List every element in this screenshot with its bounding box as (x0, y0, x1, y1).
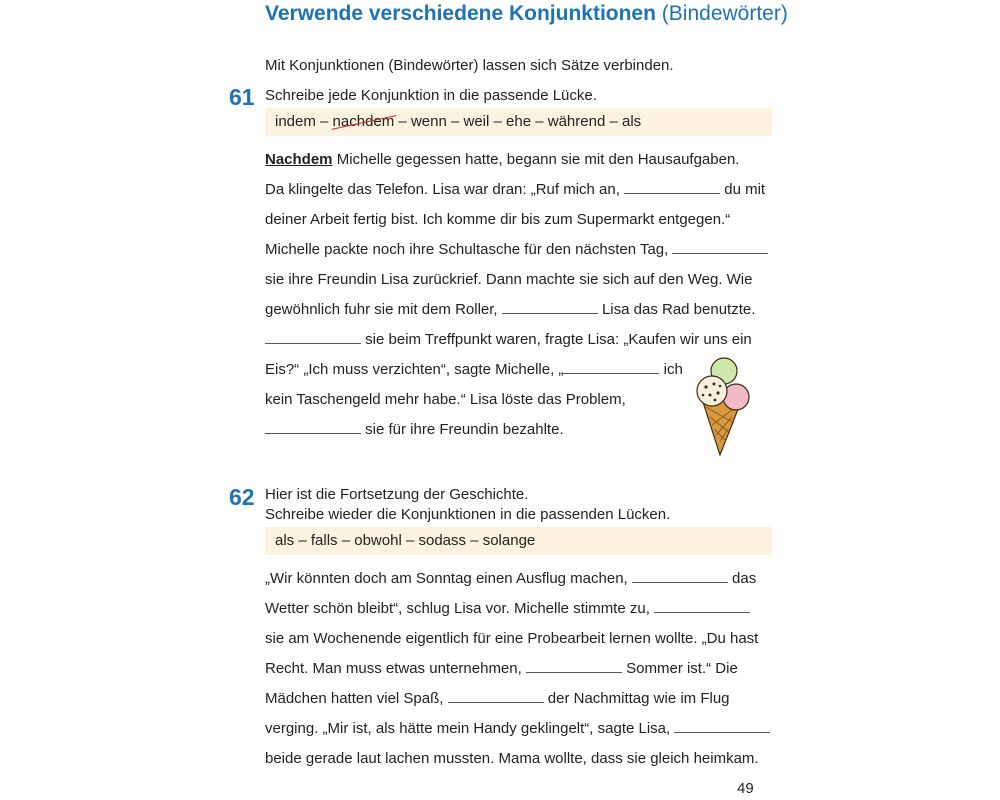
gap-blank[interactable] (632, 566, 728, 583)
gap-blank[interactable] (672, 237, 768, 254)
word-option-struck: nachdem (332, 113, 395, 130)
title-sub: (Bindewörter) (661, 2, 788, 25)
word-option: obwohl (354, 532, 402, 549)
exercise-61-number: 61 (229, 84, 255, 110)
exercise-62-instruction-2: Schreibe wieder die Konjunktionen in die passenden Lücken. (265, 506, 671, 523)
text-line (265, 205, 785, 235)
line-text: der Nachmittag wie im Flug (543, 690, 730, 707)
line-text: sie am Wochenende eigentlich für eine Probearbeit lernen wollte. „Du hast (265, 630, 759, 647)
gap-blank[interactable] (265, 417, 361, 434)
gap-blank[interactable] (265, 327, 361, 344)
word-option: während (547, 113, 606, 130)
line-text: Wetter schön bleibt“, schlug Lisa vor. Michelle stimmte zu, (265, 600, 655, 617)
gap-blank[interactable] (624, 177, 720, 194)
text-line (265, 714, 785, 744)
title-main: Verwende verschiedene Konjunktionen (265, 2, 656, 25)
line-text: gewöhnlich fuhr sie mit dem Roller, (265, 301, 502, 318)
line-text: Lisa das Rad benutzte. (597, 301, 756, 318)
line-text: verging. „Mir ist, als hätte mein Handy geklingelt“, sagte Lisa, (265, 720, 675, 737)
line-text: Da klingelte das Telefon. Lisa war dran: „Ruf mich an, (265, 181, 625, 198)
text-line (265, 295, 785, 325)
line-text: du mit (720, 181, 766, 198)
text-line (265, 325, 785, 355)
text-line (265, 265, 785, 295)
line-text: ich (659, 361, 683, 378)
ice-cream-icon (690, 355, 754, 457)
exercise-62-number: 62 (229, 484, 255, 510)
text-line (265, 744, 785, 774)
word-box-62: als – falls – obwohl – sodass – solange (265, 527, 772, 555)
word-option: indem (275, 113, 316, 130)
line-text: sie für ihre Freundin bezahlte. (361, 421, 564, 438)
line-text: sie beim Treffpunkt waren, fragte Lisa: „Kaufen wir uns ein (361, 331, 752, 348)
line-text: sie ihre Freundin Lisa zurückrief. Dann machte sie sich auf den Weg. Wie (265, 271, 753, 288)
line-text: Mädchen hatten viel Spaß, (265, 690, 448, 707)
gap-blank[interactable] (563, 357, 659, 374)
line-text: kein Taschengeld mehr habe.“ Lisa löste das Problem, (265, 391, 626, 408)
text-line (265, 624, 785, 654)
text-line (265, 145, 785, 175)
line-text: Sommer ist.“ Die (621, 660, 738, 677)
gap-blank[interactable] (674, 716, 770, 733)
line-text: Recht. Man muss etwas unternehmen, (265, 660, 526, 677)
page-title (265, 2, 788, 26)
word-option: ehe (506, 113, 532, 130)
text-line (265, 175, 785, 205)
text-line (265, 235, 785, 265)
line-text: Michelle gegessen hatte, begann sie mit den Hausaufgaben. (332, 151, 740, 168)
text-line (265, 564, 785, 594)
word-option: weil (463, 113, 490, 130)
page-number: 49 (737, 780, 754, 797)
gap-blank[interactable] (654, 596, 750, 613)
word-box-61: indem – nachdem – wenn – weil – ehe – während – als (265, 108, 772, 136)
word-option: als (621, 113, 642, 130)
line-text: deiner Arbeit fertig bist. Ich komme dir bis zum Supermarkt entgegen.“ (265, 211, 731, 228)
gap-blank[interactable] (448, 686, 544, 703)
word-option: falls (310, 532, 338, 549)
intro-text: Mit Konjunktionen (Bindewörter) lassen sich Sätze verbinden. (265, 57, 674, 74)
text-line (265, 684, 785, 714)
line-text: „Wir könnten doch am Sonntag einen Ausflug machen, (265, 570, 632, 587)
line-text: Eis?“ „Ich muss verzichten“, sagte Michelle, „ (265, 361, 564, 378)
exercise-61-instruction: Schreibe jede Konjunktion in die passende Lücke. (265, 87, 597, 104)
text-line (265, 594, 785, 624)
line-text: Michelle packte noch ihre Schultasche für den nächsten Tag, (265, 241, 673, 258)
gap-blank[interactable] (502, 297, 598, 314)
word-option: sodass (418, 532, 467, 549)
exercise-62-instruction-1: Hier ist die Fortsetzung der Geschichte. (265, 486, 529, 503)
word-option: solange (482, 532, 536, 549)
line-text: beide gerade laut lachen mussten. Mama wollte, dass sie gleich heimkam. (265, 750, 759, 767)
text-line (265, 654, 785, 684)
word-option: wenn (410, 113, 447, 130)
word-option: als (275, 532, 295, 549)
line-text: das (727, 570, 757, 587)
gap-blank[interactable] (526, 656, 622, 673)
example-answer: Nachdem (265, 151, 333, 168)
